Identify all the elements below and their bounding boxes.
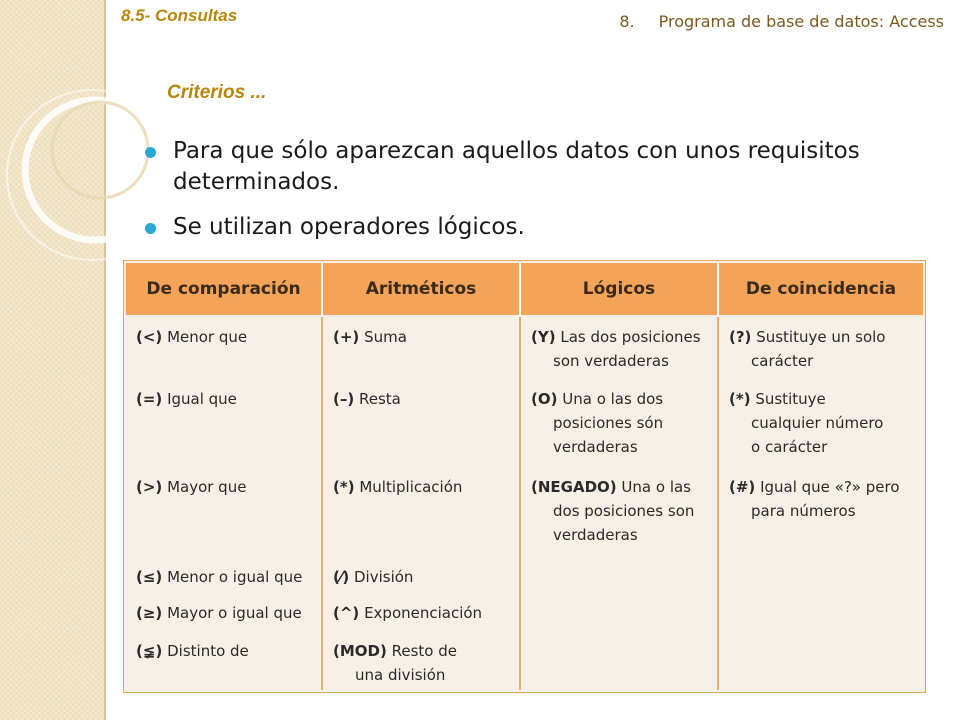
operator-desc: Exponenciación (364, 604, 483, 622)
operator-desc: Resta (359, 390, 401, 408)
operator-desc-cont: una división (355, 666, 446, 684)
operator-entry (136, 601, 317, 625)
section-title: 8.5- Consultas (121, 6, 238, 25)
header-aritmeticos: Aritméticos (323, 263, 521, 315)
operator-entry (729, 387, 919, 459)
header-comparacion: De comparación (126, 263, 323, 315)
operator-entry (333, 387, 515, 411)
operator-desc: Resto de (391, 642, 457, 660)
operator-desc: Sustituye un solo (756, 328, 886, 346)
operator-desc: Una o las dos (562, 390, 664, 408)
subtitle-criterios: Criterios ... (167, 82, 267, 103)
table-body (126, 317, 923, 690)
operator-desc: Multiplicación (359, 478, 463, 496)
operator-entry (333, 639, 515, 687)
bullet-icon (145, 223, 156, 234)
operator-desc-cont: carácter (751, 352, 814, 370)
bullet-text: Se utilizan operadores lógicos. (173, 214, 525, 240)
operator-desc-cont: para números (751, 502, 856, 520)
operator-desc: Igual que (167, 390, 237, 408)
operator-desc-cont: son verdaderas (553, 352, 669, 370)
operator-entry (333, 601, 515, 625)
column-aritmeticos (323, 317, 521, 690)
operator-desc: Suma (364, 328, 407, 346)
operator-desc-cont: o carácter (751, 438, 828, 456)
bullet-list (140, 136, 940, 257)
column-comparacion (126, 317, 323, 690)
operator-entry (136, 565, 317, 589)
operator-entry (729, 325, 919, 373)
operator-symbol: (+) (333, 328, 360, 346)
operator-desc: Menor o igual que (167, 568, 303, 586)
operator-symbol: (^) (333, 604, 360, 622)
operator-desc: División (354, 568, 414, 586)
column-logicos (521, 317, 719, 690)
operator-symbol: (Y) (531, 328, 556, 346)
operator-desc: Una o las (621, 478, 691, 496)
operator-symbol: (<) (136, 328, 163, 346)
operator-entry (333, 475, 515, 499)
chapter-number: 8. (619, 12, 635, 31)
operator-entry (136, 639, 317, 663)
bullet-icon (145, 147, 156, 158)
operator-desc: Menor que (167, 328, 248, 346)
operator-symbol: (⁄) (333, 568, 350, 586)
operator-desc: Sustituye (755, 390, 826, 408)
operator-entry (333, 565, 515, 589)
operator-desc-cont: cualquier número (751, 414, 884, 432)
operator-entry (729, 475, 919, 523)
operator-desc: Mayor o igual que (167, 604, 302, 622)
chapter-header (619, 12, 944, 31)
operator-symbol: (≨) (136, 642, 163, 660)
bullet-item (140, 212, 940, 243)
header-logicos: Lógicos (521, 263, 719, 315)
operator-symbol: (–) (333, 390, 355, 408)
operator-entry (531, 475, 713, 547)
operator-desc: Distinto de (167, 642, 249, 660)
operator-desc-cont: verdaderas (553, 526, 638, 544)
operator-entry (333, 325, 515, 349)
operator-entry (136, 325, 317, 349)
operator-desc: Igual que «?» pero (760, 478, 900, 496)
operator-desc-cont: dos posiciones son (553, 502, 695, 520)
operator-entry (136, 475, 317, 499)
operator-symbol: (#) (729, 478, 756, 496)
operator-symbol: (?) (729, 328, 752, 346)
operator-symbol: (*) (333, 478, 355, 496)
operator-entry (531, 325, 713, 373)
operator-desc-cont: verdaderas (553, 438, 638, 456)
operator-symbol: (=) (136, 390, 163, 408)
operator-symbol: (≤) (136, 568, 163, 586)
bullet-text: Para que sólo aparezcan aquellos datos con unos requisitos determinados. (173, 138, 860, 195)
column-coincidencia (719, 317, 923, 690)
chapter-title: Programa de base de datos: Access (658, 12, 944, 31)
header-coincidencia: De coincidencia (745, 279, 897, 299)
bullet-item (140, 136, 940, 198)
operator-symbol: (≥) (136, 604, 163, 622)
operator-desc-cont: posiciones són (553, 414, 664, 432)
operator-symbol: (NEGADO) (531, 478, 617, 496)
operator-entry (136, 387, 317, 411)
operator-entry (531, 387, 713, 459)
table-header-row (126, 263, 923, 315)
operator-symbol: (MOD) (333, 642, 387, 660)
operator-symbol: (O) (531, 390, 558, 408)
operator-symbol: (>) (136, 478, 163, 496)
operator-desc: Mayor que (167, 478, 247, 496)
operator-desc: Las dos posiciones (560, 328, 701, 346)
operators-table (123, 260, 926, 693)
operator-symbol: (*) (729, 390, 751, 408)
